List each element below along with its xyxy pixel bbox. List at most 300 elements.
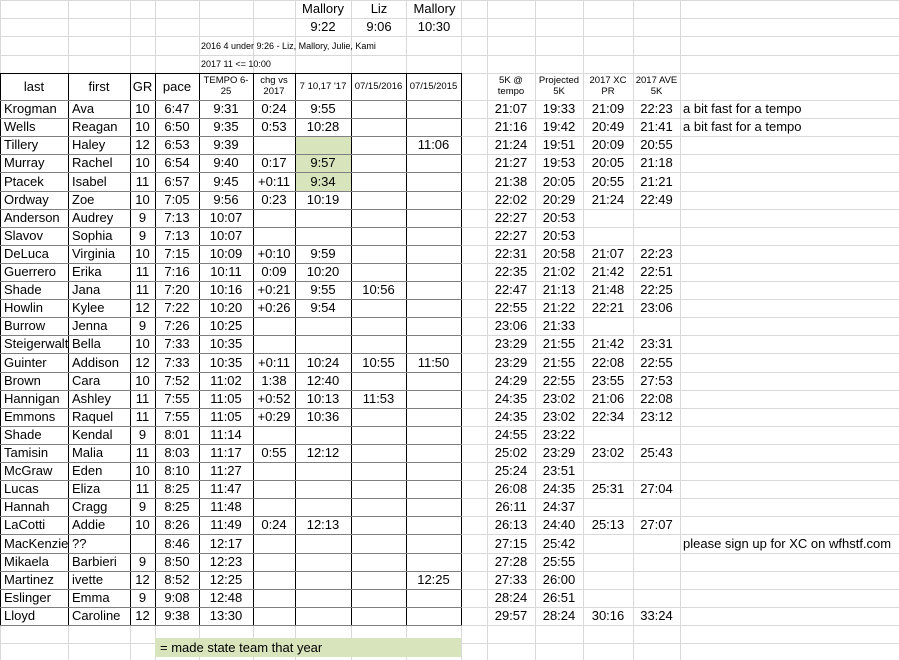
cell-xc-pr[interactable]: 20:55 <box>591 174 625 189</box>
cell-pace[interactable]: 8:26 <box>164 517 190 532</box>
cell-date-3[interactable]: 12:25 <box>417 572 450 587</box>
cell-5k-tempo[interactable]: 24:55 <box>494 427 528 442</box>
cell-5k-tempo[interactable]: 25:02 <box>494 445 528 460</box>
cell-first[interactable]: Rachel <box>72 155 113 170</box>
cell-date-1[interactable]: 10:20 <box>306 264 340 279</box>
cell-date-1[interactable] <box>295 136 351 154</box>
cell-projected[interactable]: 20:53 <box>542 228 576 243</box>
cell-note[interactable] <box>683 571 897 589</box>
cell-last[interactable]: Steigerwalt <box>4 336 69 351</box>
cell-pace[interactable]: 7:20 <box>164 282 190 297</box>
cell-note[interactable] <box>683 299 897 317</box>
header-date-2[interactable]: 07/15/2016 <box>354 81 403 92</box>
cell-ave[interactable] <box>633 571 680 589</box>
cell-projected[interactable]: 21:55 <box>542 336 576 351</box>
cell-pace[interactable]: 8:25 <box>164 481 190 496</box>
cell-chg[interactable] <box>253 498 295 516</box>
cell-projected[interactable]: 23:02 <box>542 409 576 424</box>
header-gr[interactable]: GR <box>132 79 153 94</box>
cell-first[interactable]: Haley <box>72 137 106 152</box>
cell-tempo[interactable]: 10:35 <box>209 336 243 351</box>
cell-projected[interactable]: 22:55 <box>542 373 576 388</box>
cell-pace[interactable]: 9:08 <box>164 590 190 605</box>
cell-date-2[interactable] <box>351 607 406 625</box>
cell-ave[interactable] <box>633 589 680 607</box>
cell-projected[interactable]: 20:05 <box>542 174 576 189</box>
cell-chg[interactable]: +0:29 <box>257 409 291 424</box>
cell-gr[interactable]: 9 <box>138 499 147 514</box>
cell-projected[interactable]: 20:58 <box>542 246 576 261</box>
cell-gr[interactable]: 11 <box>135 282 150 297</box>
cell-note[interactable] <box>683 607 897 625</box>
cell-chg[interactable]: +0:11 <box>258 355 290 370</box>
cell-gr[interactable]: 10 <box>135 192 150 207</box>
cell-5k-tempo[interactable]: 24:29 <box>494 373 528 388</box>
cell-last[interactable]: Ptacek <box>4 174 44 189</box>
cell-first[interactable]: Sophia <box>72 228 113 243</box>
cell-date-2[interactable] <box>351 444 406 462</box>
cell-date-1[interactable]: 9:55 <box>310 101 336 116</box>
cell-date-3[interactable] <box>406 390 461 408</box>
cell-first[interactable]: Eliza <box>72 481 101 496</box>
cell-last[interactable]: Tamisin <box>4 445 49 460</box>
cell-date-1[interactable] <box>295 607 351 625</box>
header-chg[interactable] <box>253 75 295 98</box>
cell-projected[interactable]: 25:42 <box>542 536 576 551</box>
cell-first[interactable]: Malia <box>72 445 104 460</box>
cell-5k-tempo[interactable]: 24:35 <box>494 391 528 406</box>
cell-chg[interactable]: +0:11 <box>258 174 290 189</box>
cell-date-2[interactable] <box>351 100 406 118</box>
cell-chg[interactable]: 0:24 <box>261 517 287 532</box>
cell-gr[interactable]: 10 <box>135 101 150 116</box>
cell-last[interactable]: Burrow <box>4 318 46 333</box>
cell-pace[interactable]: 8:50 <box>164 554 190 569</box>
cell-projected[interactable]: 25:55 <box>542 554 576 569</box>
cell-xc-pr[interactable]: 21:07 <box>591 246 625 261</box>
cell-xc-pr[interactable]: 21:06 <box>591 391 625 406</box>
cell-5k-tempo[interactable]: 23:29 <box>494 336 528 351</box>
cell-5k-tempo[interactable]: 29:57 <box>494 608 528 623</box>
cell-projected[interactable]: 23:02 <box>542 391 576 406</box>
cell-gr[interactable]: 9 <box>138 554 147 569</box>
header-first[interactable]: first <box>88 79 110 94</box>
cell-pace[interactable]: 8:46 <box>164 536 190 551</box>
cell-xc-pr[interactable]: 21:48 <box>591 282 625 297</box>
cell-xc-pr[interactable]: 25:13 <box>591 517 625 532</box>
cell-note[interactable] <box>683 444 897 462</box>
cell-first[interactable]: ?? <box>72 536 87 551</box>
cell-last[interactable]: Tillery <box>4 137 39 152</box>
cell-gr[interactable]: 11 <box>135 264 150 279</box>
cell-gr[interactable]: 12 <box>135 300 150 315</box>
header-tempo[interactable] <box>199 75 253 98</box>
cell-ave[interactable]: 21:18 <box>640 155 673 170</box>
cell-projected[interactable]: 24:40 <box>542 517 576 532</box>
cell-xc-pr[interactable] <box>583 462 633 480</box>
cell-date-2[interactable] <box>351 136 406 154</box>
cell-ave[interactable]: 23:06 <box>640 300 673 315</box>
top-time-0[interactable]: 9:22 <box>310 19 336 34</box>
cell-ave[interactable]: 23:31 <box>640 336 673 351</box>
cell-tempo[interactable]: 11:27 <box>210 463 242 478</box>
cell-pace[interactable]: 7:55 <box>164 391 190 406</box>
cell-first[interactable]: Kendal <box>72 427 113 442</box>
cell-5k-tempo[interactable]: 21:38 <box>494 174 528 189</box>
cell-xc-pr[interactable]: 22:08 <box>591 355 625 370</box>
cell-date-3[interactable] <box>406 516 461 534</box>
cell-gr[interactable]: 11 <box>135 481 150 496</box>
cell-date-3[interactable] <box>406 553 461 571</box>
cell-last[interactable]: Lloyd <box>4 608 36 623</box>
cell-xc-pr[interactable]: 23:55 <box>591 373 625 388</box>
cell-gr[interactable]: 12 <box>135 608 150 623</box>
cell-gr[interactable]: 9 <box>138 427 147 442</box>
cell-5k-tempo[interactable]: 22:31 <box>494 246 528 261</box>
cell-first[interactable]: Barbieri <box>72 554 117 569</box>
cell-first[interactable]: Cragg <box>72 499 108 514</box>
cell-date-3[interactable] <box>406 118 461 136</box>
cell-date-1[interactable]: 9:54 <box>310 300 336 315</box>
cell-chg[interactable]: 1:38 <box>261 373 287 388</box>
cell-ave[interactable]: 22:51 <box>640 264 673 279</box>
cell-tempo[interactable]: 10:35 <box>209 355 243 370</box>
cell-tempo[interactable]: 11:02 <box>210 373 242 388</box>
cell-ave[interactable]: 27:04 <box>640 481 673 496</box>
cell-projected[interactable]: 19:53 <box>542 155 576 170</box>
cell-date-2[interactable] <box>351 426 406 444</box>
cell-ave[interactable]: 21:21 <box>640 174 673 189</box>
cell-xc-pr[interactable] <box>583 209 633 227</box>
cell-date-3[interactable]: 11:50 <box>417 355 450 370</box>
cell-xc-pr[interactable]: 21:24 <box>591 192 625 207</box>
cell-5k-tempo[interactable]: 22:55 <box>494 300 528 315</box>
cell-5k-tempo[interactable]: 28:24 <box>494 590 528 605</box>
cell-pace[interactable]: 7:05 <box>164 192 190 207</box>
cell-chg[interactable]: 0:23 <box>261 192 287 207</box>
cell-chg[interactable] <box>253 317 295 335</box>
cell-ave[interactable]: 22:49 <box>640 192 673 207</box>
cell-projected[interactable]: 23:22 <box>542 427 576 442</box>
cell-chg[interactable] <box>253 571 295 589</box>
cell-projected[interactable]: 23:51 <box>542 463 576 478</box>
cell-chg[interactable] <box>253 227 295 245</box>
cell-chg[interactable] <box>253 480 295 498</box>
cell-last[interactable]: Shade <box>4 282 42 297</box>
cell-xc-pr[interactable] <box>583 426 633 444</box>
cell-first[interactable]: Kylee <box>72 300 105 315</box>
cell-date-2[interactable] <box>351 462 406 480</box>
cell-first[interactable]: Jenna <box>72 318 108 333</box>
cell-ave[interactable]: 22:25 <box>640 282 673 297</box>
cell-tempo[interactable]: 11:14 <box>210 427 242 442</box>
cell-5k-tempo[interactable]: 23:06 <box>494 318 528 333</box>
cell-ave[interactable] <box>633 553 680 571</box>
cell-note[interactable] <box>683 136 897 154</box>
top-time-1[interactable]: 9:06 <box>366 19 392 34</box>
cell-last[interactable]: Emmons <box>4 409 56 424</box>
header-date-1[interactable]: 7 10,17 '17 <box>299 81 347 92</box>
cell-last[interactable]: Guerrero <box>4 264 57 279</box>
cell-5k-tempo[interactable]: 22:35 <box>494 264 528 279</box>
cell-date-1[interactable]: 10:24 <box>306 355 340 370</box>
cell-date-1[interactable] <box>295 534 351 553</box>
cell-note[interactable] <box>683 209 897 227</box>
cell-date-2[interactable] <box>351 118 406 136</box>
cell-tempo[interactable]: 11:17 <box>210 445 242 460</box>
cell-pace[interactable]: 8:52 <box>164 572 190 587</box>
cell-ave[interactable] <box>633 317 680 335</box>
cell-gr[interactable]: 10 <box>135 119 150 134</box>
cell-note[interactable] <box>683 263 897 281</box>
cell-date-1[interactable]: 10:19 <box>306 192 340 207</box>
cell-chg[interactable] <box>253 335 295 353</box>
cell-5k-tempo[interactable]: 26:11 <box>495 499 527 514</box>
cell-chg[interactable]: +0:10 <box>257 246 291 261</box>
cell-note[interactable] <box>683 426 897 444</box>
cell-date-3[interactable] <box>406 498 461 516</box>
cell-xc-pr[interactable] <box>583 227 633 245</box>
cell-pace[interactable]: 6:53 <box>164 137 190 152</box>
cell-chg[interactable] <box>253 136 295 154</box>
cell-note[interactable] <box>683 172 897 191</box>
cell-date-3[interactable] <box>406 281 461 299</box>
cell-gr[interactable]: 12 <box>135 137 150 152</box>
cell-xc-pr[interactable] <box>583 589 633 607</box>
cell-projected[interactable]: 19:42 <box>542 119 576 134</box>
cell-gr[interactable]: 11 <box>135 174 150 189</box>
cell-xc-pr[interactable]: 20:09 <box>591 137 625 152</box>
cell-chg[interactable]: 0:55 <box>261 445 287 460</box>
cell-note[interactable] <box>683 317 897 335</box>
cell-5k-tempo[interactable]: 22:02 <box>494 192 528 207</box>
cell-date-2[interactable] <box>351 245 406 263</box>
cell-xc-pr[interactable]: 25:31 <box>591 481 625 496</box>
cell-date-3[interactable] <box>406 462 461 480</box>
cell-chg[interactable]: 0:17 <box>261 155 287 170</box>
cell-first[interactable]: Addie <box>72 517 106 532</box>
cell-date-2[interactable]: 10:56 <box>362 282 395 297</box>
cell-first[interactable]: Caroline <box>72 608 121 623</box>
cell-date-2[interactable] <box>351 408 406 426</box>
cell-projected[interactable]: 26:00 <box>542 572 576 587</box>
cell-date-2[interactable] <box>351 335 406 353</box>
cell-pace[interactable]: 8:03 <box>164 445 190 460</box>
cell-first[interactable]: Erika <box>72 264 102 279</box>
cell-tempo[interactable]: 10:07 <box>209 228 243 243</box>
cell-ave[interactable]: 22:08 <box>640 391 673 406</box>
cell-date-2[interactable] <box>351 299 406 317</box>
cell-gr[interactable]: 9 <box>138 590 147 605</box>
cell-date-1[interactable]: 12:12 <box>306 445 340 460</box>
cell-date-3[interactable] <box>406 426 461 444</box>
cell-pace[interactable]: 6:57 <box>164 174 190 189</box>
cell-pace[interactable]: 7:55 <box>164 409 190 424</box>
cell-5k-tempo[interactable]: 21:24 <box>494 137 528 152</box>
cell-note[interactable] <box>683 498 897 516</box>
cell-gr[interactable]: 10 <box>135 336 150 351</box>
cell-projected[interactable]: 21:55 <box>542 355 576 370</box>
cell-note[interactable] <box>683 589 897 607</box>
cell-date-2[interactable] <box>351 209 406 227</box>
cell-gr[interactable]: 11 <box>135 391 150 406</box>
cell-date-2[interactable] <box>351 227 406 245</box>
top-note-2[interactable]: 2017 11 <= 10:00 <box>201 59 271 69</box>
cell-projected[interactable]: 20:29 <box>542 192 576 207</box>
cell-date-2[interactable]: 11:53 <box>362 391 395 406</box>
cell-last[interactable]: MacKenzie <box>4 536 69 551</box>
cell-last[interactable]: LaCotti <box>4 517 46 532</box>
cell-ave[interactable]: 23:12 <box>640 409 673 424</box>
cell-tempo[interactable]: 10:11 <box>210 264 242 279</box>
cell-ave[interactable] <box>633 426 680 444</box>
cell-ave[interactable] <box>633 462 680 480</box>
cell-last[interactable]: Slavov <box>4 228 44 243</box>
cell-date-1[interactable] <box>295 480 351 498</box>
cell-date-2[interactable] <box>351 571 406 589</box>
cell-date-1[interactable] <box>295 571 351 589</box>
cell-xc-pr[interactable]: 30:16 <box>591 608 625 623</box>
cell-projected[interactable]: 24:37 <box>542 499 576 514</box>
top-name-0[interactable]: Mallory <box>302 1 344 16</box>
cell-last[interactable]: DeLuca <box>4 246 49 261</box>
cell-projected[interactable]: 21:33 <box>542 318 576 333</box>
cell-projected[interactable]: 21:02 <box>542 264 576 279</box>
cell-note[interactable] <box>683 281 897 299</box>
cell-note[interactable] <box>683 335 897 353</box>
cell-note[interactable] <box>683 390 897 408</box>
cell-pace[interactable]: 8:25 <box>164 499 190 514</box>
cell-date-1[interactable]: 9:34 <box>310 174 336 189</box>
cell-last[interactable]: Brown <box>4 373 41 388</box>
header-5k-tempo[interactable] <box>487 75 535 98</box>
cell-first[interactable]: Isabel <box>72 174 107 189</box>
cell-chg[interactable] <box>253 607 295 625</box>
cell-first[interactable]: Bella <box>72 336 101 351</box>
cell-gr[interactable]: 11 <box>135 409 150 424</box>
cell-date-2[interactable] <box>351 372 406 390</box>
cell-chg[interactable]: 0:53 <box>261 119 287 134</box>
cell-date-2[interactable] <box>351 191 406 209</box>
cell-tempo[interactable]: 11:49 <box>210 517 242 532</box>
cell-date-2[interactable] <box>351 553 406 571</box>
header-date-3[interactable]: 07/15/2015 <box>409 81 458 92</box>
cell-5k-tempo[interactable]: 21:16 <box>494 119 528 134</box>
cell-date-1[interactable]: 10:36 <box>306 409 340 424</box>
cell-date-3[interactable] <box>406 534 461 553</box>
cell-date-3[interactable] <box>406 480 461 498</box>
cell-ave[interactable]: 27:53 <box>640 373 673 388</box>
cell-date-1[interactable] <box>295 589 351 607</box>
cell-pace[interactable]: 8:01 <box>164 427 190 442</box>
cell-date-3[interactable] <box>406 299 461 317</box>
cell-date-1[interactable]: 12:40 <box>306 373 340 388</box>
legend-text[interactable]: = made state team that year <box>160 640 323 655</box>
cell-note[interactable] <box>683 154 897 172</box>
cell-xc-pr[interactable]: 22:21 <box>591 300 625 315</box>
cell-note[interactable] <box>683 480 897 498</box>
header-projected[interactable] <box>535 75 583 98</box>
cell-date-1[interactable] <box>295 462 351 480</box>
cell-date-1[interactable] <box>295 227 351 245</box>
cell-pace[interactable]: 7:16 <box>164 264 190 279</box>
top-name-2[interactable]: Mallory <box>413 1 456 16</box>
cell-pace[interactable]: 7:26 <box>164 318 190 333</box>
header-ave[interactable] <box>633 75 680 98</box>
cell-gr[interactable]: 10 <box>135 517 150 532</box>
cell-tempo[interactable]: 9:45 <box>213 174 239 189</box>
cell-chg[interactable]: 0:09 <box>261 264 287 279</box>
cell-last[interactable]: Eslinger <box>4 590 51 605</box>
cell-tempo[interactable]: 9:40 <box>213 155 239 170</box>
cell-first[interactable]: Virginia <box>72 246 116 261</box>
cell-projected[interactable]: 20:53 <box>542 210 576 225</box>
cell-5k-tempo[interactable]: 22:27 <box>494 228 528 243</box>
cell-ave[interactable] <box>633 209 680 227</box>
cell-projected[interactable]: 21:13 <box>542 282 576 297</box>
cell-date-3[interactable] <box>406 372 461 390</box>
cell-projected[interactable]: 19:51 <box>542 137 576 152</box>
cell-5k-tempo[interactable]: 27:28 <box>494 554 528 569</box>
cell-first[interactable]: Cara <box>72 373 101 388</box>
header-xc-pr[interactable] <box>583 75 633 98</box>
cell-date-2[interactable] <box>351 498 406 516</box>
cell-first[interactable]: Ashley <box>72 391 112 406</box>
cell-note[interactable]: a bit fast for a tempo <box>683 101 802 116</box>
cell-date-3[interactable] <box>406 100 461 118</box>
cell-gr[interactable]: 11 <box>135 445 150 460</box>
cell-xc-pr[interactable]: 21:42 <box>591 264 625 279</box>
cell-projected[interactable]: 24:35 <box>542 481 576 496</box>
cell-gr[interactable]: 12 <box>135 572 150 587</box>
cell-tempo[interactable]: 11:48 <box>210 499 242 514</box>
header-pace[interactable]: pace <box>162 79 192 94</box>
cell-first[interactable]: Jana <box>72 282 101 297</box>
cell-chg[interactable] <box>253 209 295 227</box>
cell-chg[interactable]: +0:21 <box>257 282 291 297</box>
cell-gr[interactable]: 9 <box>138 318 147 333</box>
cell-date-1[interactable] <box>295 426 351 444</box>
cell-ave[interactable] <box>633 227 680 245</box>
cell-tempo[interactable]: 9:35 <box>213 119 239 134</box>
cell-date-3[interactable] <box>406 209 461 227</box>
cell-ave[interactable]: 22:23 <box>640 246 673 261</box>
cell-date-3[interactable] <box>406 154 461 172</box>
cell-pace[interactable]: 7:22 <box>164 300 190 315</box>
cell-ave[interactable] <box>633 534 680 553</box>
cell-xc-pr[interactable] <box>583 534 633 553</box>
cell-date-1[interactable] <box>295 553 351 571</box>
cell-note[interactable] <box>683 191 897 209</box>
cell-pace[interactable]: 7:33 <box>164 336 190 351</box>
cell-pace[interactable]: 6:50 <box>164 119 190 134</box>
cell-pace[interactable]: 9:38 <box>164 608 190 623</box>
cell-tempo[interactable]: 9:31 <box>213 101 239 116</box>
cell-tempo[interactable]: 9:39 <box>213 137 239 152</box>
cell-pace[interactable]: 7:33 <box>164 355 190 370</box>
cell-tempo[interactable]: 10:16 <box>209 282 243 297</box>
cell-5k-tempo[interactable]: 27:33 <box>494 572 528 587</box>
cell-5k-tempo[interactable]: 21:07 <box>494 101 528 116</box>
cell-chg[interactable] <box>253 553 295 571</box>
cell-tempo[interactable]: 10:20 <box>209 300 243 315</box>
cell-date-2[interactable] <box>351 172 406 191</box>
cell-gr[interactable]: 10 <box>135 246 150 261</box>
cell-date-3[interactable] <box>406 589 461 607</box>
cell-ave[interactable]: 33:24 <box>640 608 673 623</box>
cell-last[interactable]: McGraw <box>4 463 53 478</box>
cell-ave[interactable]: 25:43 <box>640 445 673 460</box>
